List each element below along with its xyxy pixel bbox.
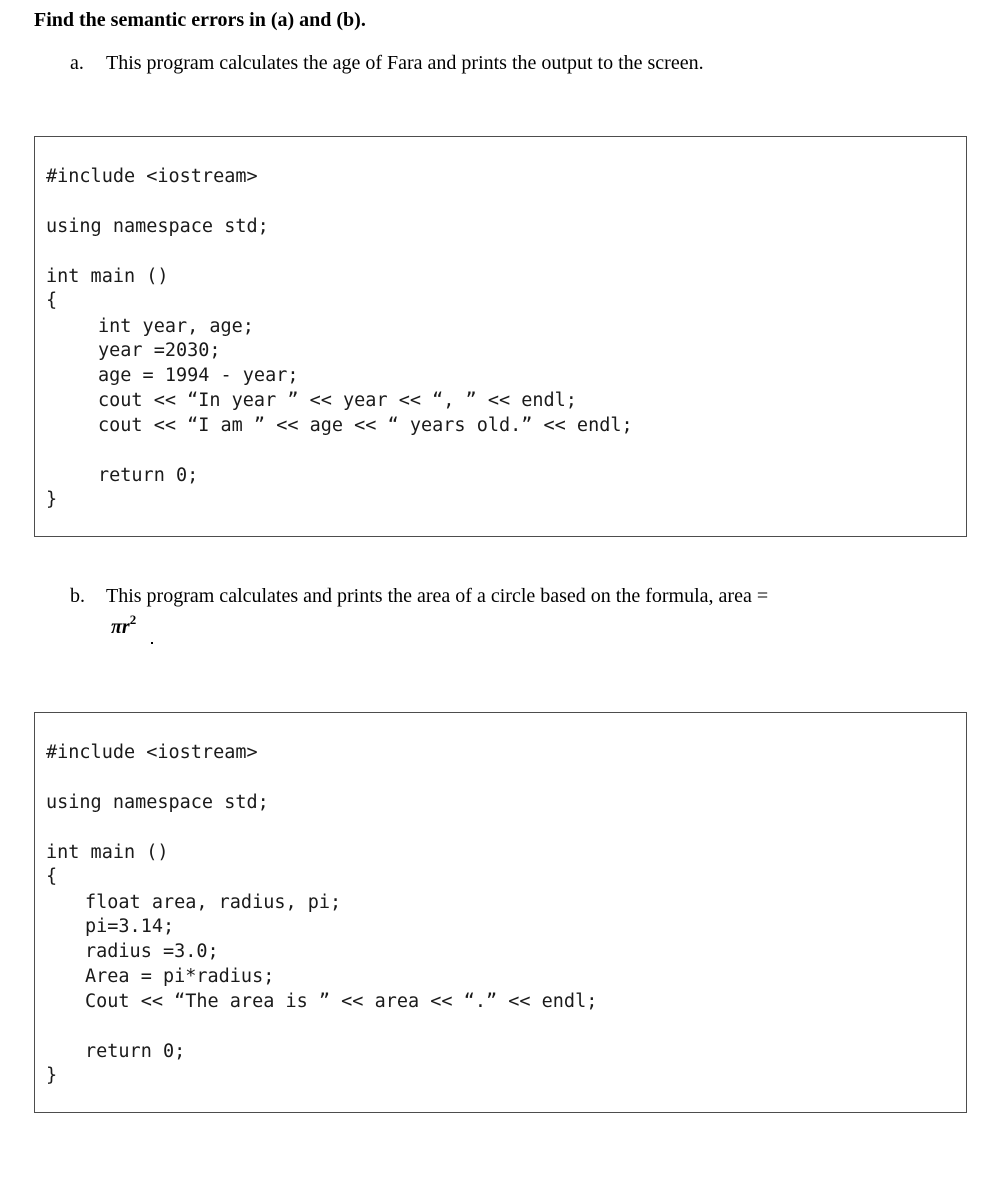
code-line: using namespace std;	[46, 216, 269, 237]
code-line: cout << “I am ” << age << “ years old.” << endl;	[98, 415, 633, 436]
code-line: #include <iostream>	[46, 166, 258, 187]
code-line: }	[46, 489, 58, 510]
formula-period	[151, 642, 153, 644]
formula-base: πr	[111, 616, 130, 638]
part-b-marker: b.	[70, 585, 85, 607]
code-line: }	[46, 1065, 58, 1086]
code-line: Area = pi*radius;	[85, 966, 275, 987]
part-b-text: This program calculates and prints the area of a circle based on the formula, area =	[106, 585, 769, 607]
code-block-a	[34, 136, 967, 537]
code-block-b	[34, 712, 967, 1113]
code-line: int year, age;	[98, 316, 254, 337]
code-line: return 0;	[85, 1041, 186, 1062]
part-b-description	[70, 584, 768, 608]
formula-exponent: 2	[129, 612, 137, 627]
area-formula	[111, 612, 137, 639]
code-line: int main ()	[46, 266, 169, 287]
code-line: int main ()	[46, 842, 169, 863]
code-line: using namespace std;	[46, 792, 269, 813]
code-line: float area, radius, pi;	[85, 892, 342, 913]
code-line: Cout << “The area is ” << area << “.” << endl;	[85, 991, 598, 1012]
part-a-text: This program calculates the age of Fara and prints the output to the screen.	[106, 52, 704, 74]
code-line: {	[46, 866, 58, 887]
code-line: year =2030;	[98, 340, 221, 361]
code-line: cout << “In year ” << year << “, ” << endl;	[98, 390, 577, 411]
part-a-description	[70, 51, 704, 75]
code-line: {	[46, 290, 58, 311]
part-a-marker: a.	[70, 52, 84, 74]
question-heading: Find the semantic errors in (a) and (b).	[34, 9, 366, 31]
code-line: return 0;	[98, 465, 199, 486]
code-line: age = 1994 - year;	[98, 365, 299, 386]
code-line: #include <iostream>	[46, 742, 258, 763]
code-line: pi=3.14;	[85, 916, 175, 937]
code-line: radius =3.0;	[85, 941, 219, 962]
